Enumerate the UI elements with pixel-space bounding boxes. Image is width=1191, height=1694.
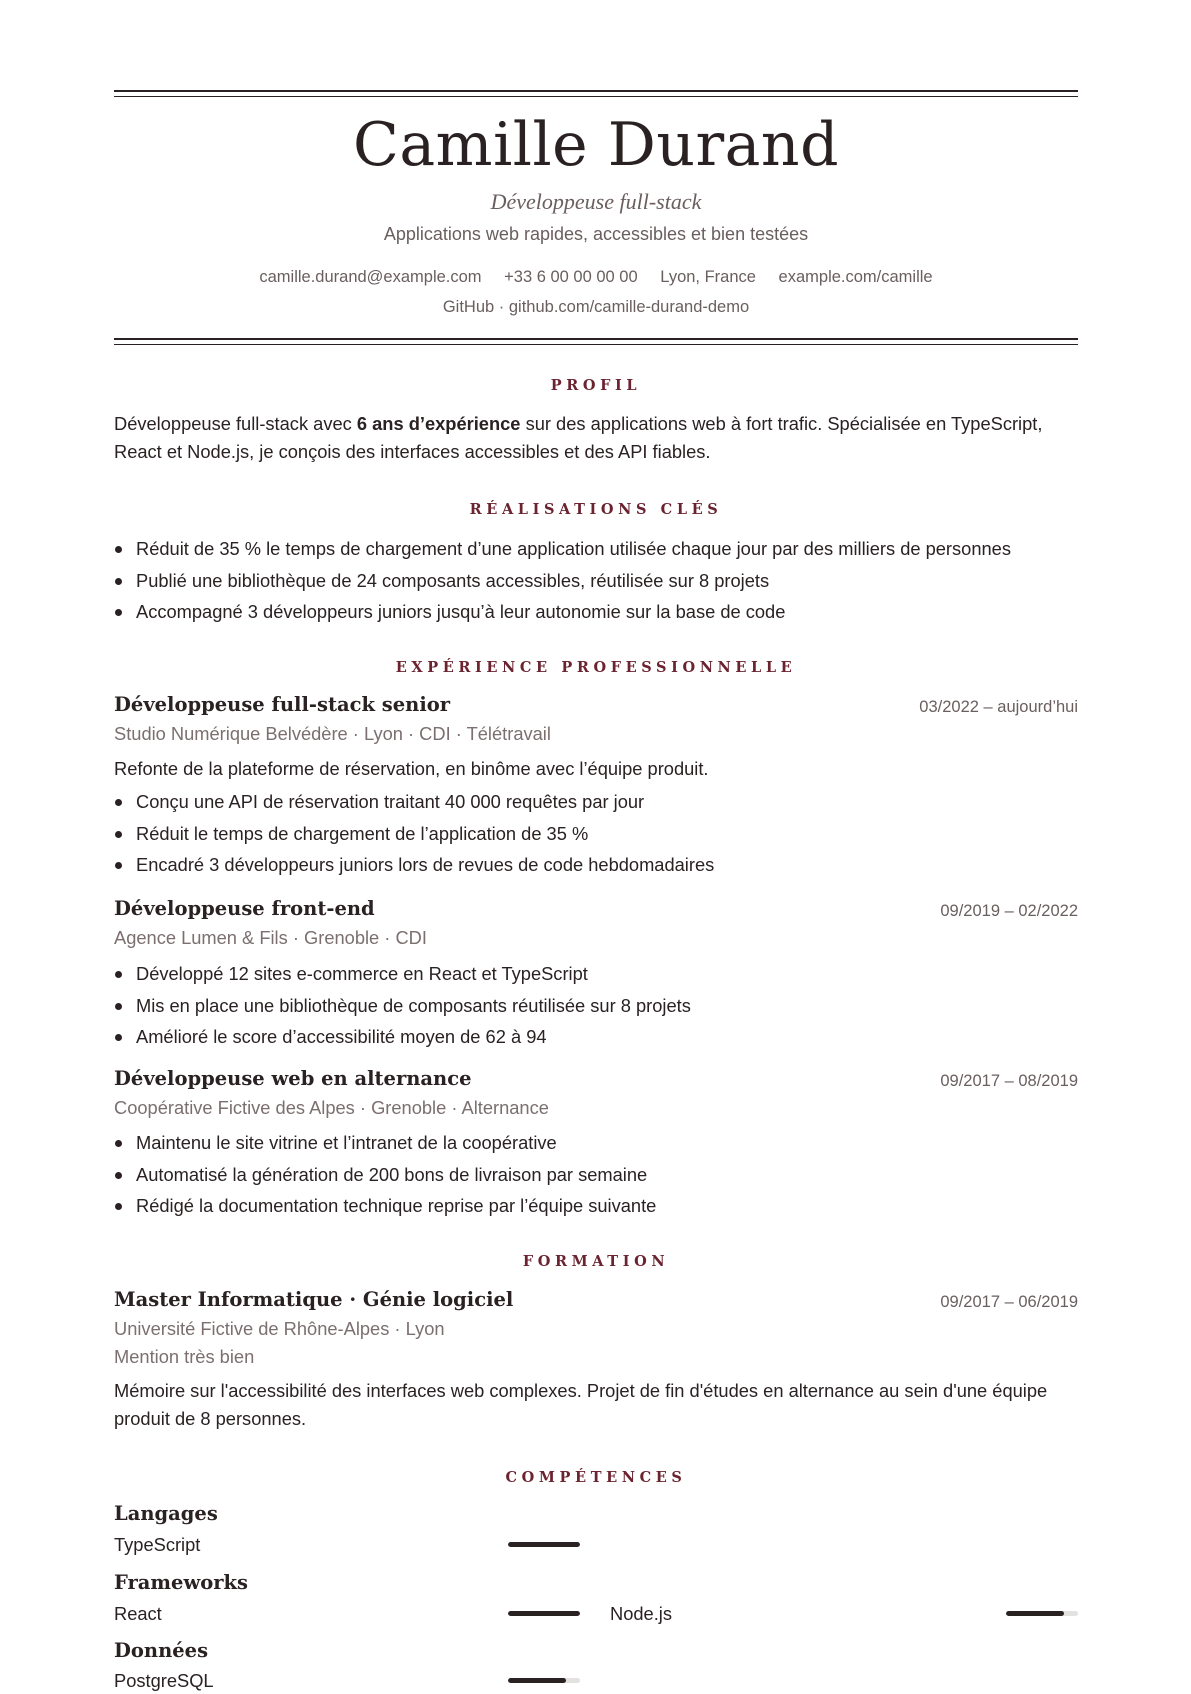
skill-level-fill <box>1006 1611 1064 1616</box>
skill-level-bar <box>508 1542 580 1547</box>
job-bullets <box>114 786 1078 881</box>
profile-summary <box>114 410 1078 466</box>
profile-text-end: sur des applications web à fort trafic. Spécialisée en TypeScript, React et Node.js, je conçois des interfaces accessibles et des API fiables. <box>114 413 1043 462</box>
job-dates: 03/2022 – aujourd’hui <box>919 698 1078 716</box>
school-name: Université Fictive de Rhône-Alpes · Lyon <box>114 1318 445 1339</box>
skill-category: Frameworks <box>114 1571 249 1594</box>
job-title: Développeuse web en alternance <box>114 1067 472 1090</box>
achievement-item: Publié une bibliothèque de 24 composants accessibles, réutilisée sur 8 projets <box>114 565 1078 597</box>
job-bullet: Automatisé la génération de 200 bons de livraison par semaine <box>114 1159 1078 1191</box>
job-bullet: Conçu une API de réservation traitant 40 000 requêtes par jour <box>114 786 1078 818</box>
skill-name: PostgreSQL <box>114 1670 214 1691</box>
section-heading-profil: PROFIL <box>550 377 642 394</box>
job-bullet: Rédigé la documentation technique reprise par l’équipe suivante <box>114 1190 1078 1222</box>
section-heading-formation: FORMATION <box>522 1253 670 1270</box>
skill-name: TypeScript <box>114 1534 201 1555</box>
skill-name: Node.js <box>610 1603 672 1624</box>
job-bullet: Amélioré le score d’accessibilité moyen de 62 à 94 <box>114 1021 1078 1053</box>
skill-level-fill <box>508 1611 580 1616</box>
skill-level-bar <box>508 1678 580 1683</box>
contact-phone[interactable]: +33 6 00 00 00 00 <box>504 268 638 286</box>
skill-category: Données <box>114 1639 209 1662</box>
resume-page <box>114 0 1078 1691</box>
degree-mention: Mention très bien <box>114 1346 255 1367</box>
job-bullet: Encadré 3 développeurs juniors lors de revues de code hebdomadaires <box>114 849 1078 881</box>
job-title: Développeuse full-stack senior <box>114 693 451 716</box>
job-bullet: Maintenu le site vitrine et l’intranet de la coopérative <box>114 1127 1078 1159</box>
profile-text-bold: 6 ans d’expérience <box>356 413 521 434</box>
profile-text-start: Développeuse full-stack avec <box>114 413 357 434</box>
contact-line <box>114 266 1078 288</box>
skill-level-fill <box>508 1678 566 1683</box>
job-title: Développeuse front-end <box>114 897 375 920</box>
section-heading-competences: COMPÉTENCES <box>505 1469 687 1486</box>
achievement-item: Accompagné 3 développeurs juniors jusqu’à leur autonomie sur la base de code <box>114 596 1078 628</box>
section-heading-experience: EXPÉRIENCE PROFESSIONNELLE <box>395 659 797 676</box>
job-bullet: Développé 12 sites e-commerce en React et TypeScript <box>114 958 1078 990</box>
job-bullet: Réduit le temps de chargement de l’application de 35 % <box>114 818 1078 850</box>
skill-name: React <box>114 1603 162 1624</box>
skill-level-fill <box>508 1542 580 1547</box>
job-bullets <box>114 958 1078 1053</box>
skill-level-bar <box>508 1611 580 1616</box>
candidate-tagline: Applications web rapides, accessibles et bien testées <box>383 224 809 244</box>
header-top-rule <box>114 90 1078 97</box>
skill-category: Langages <box>114 1502 218 1525</box>
skill-level-bar <box>1006 1611 1078 1616</box>
contact-github[interactable]: GitHub · github.com/camille-durand-demo <box>442 298 750 316</box>
achievement-item: Réduit de 35 % le temps de chargement d’une application utilisée chaque jour par des milliers de personnes <box>114 533 1078 565</box>
candidate-role: Développeuse full-stack <box>490 189 702 214</box>
contact-location: Lyon, France <box>660 268 756 286</box>
contact-website[interactable]: example.com/camille <box>778 268 933 286</box>
job-dates: 09/2019 – 02/2022 <box>940 902 1078 920</box>
job-organization: Studio Numérique Belvédère · Lyon · CDI · Télétravail <box>114 723 551 744</box>
degree-dates: 09/2017 – 06/2019 <box>940 1293 1078 1311</box>
header-bottom-rule <box>114 338 1078 345</box>
section-heading-realisations: RÉALISATIONS CLÉS <box>469 501 723 518</box>
job-dates: 09/2017 – 08/2019 <box>940 1072 1078 1090</box>
achievements-list <box>114 533 1078 628</box>
job-organization: Coopérative Fictive des Alpes · Grenoble · Alternance <box>114 1097 549 1118</box>
candidate-name: Camille Durand <box>353 110 839 180</box>
job-bullet: Mis en place une bibliothèque de composants réutilisée sur 8 projets <box>114 990 1078 1022</box>
job-summary: Refonte de la plateforme de réservation, en binôme avec l’équipe produit. <box>114 758 709 779</box>
job-bullets <box>114 1127 1078 1222</box>
degree-title: Master Informatique · Génie logiciel <box>114 1288 514 1311</box>
contact-email[interactable]: camille.durand@example.com <box>259 268 482 286</box>
degree-description: Mémoire sur l'accessibilité des interfaces web complexes. Projet de fin d'études en alternance au sein d'une équipe produit de 8 personnes. <box>114 1380 1048 1429</box>
job-organization: Agence Lumen & Fils · Grenoble · CDI <box>114 927 427 948</box>
